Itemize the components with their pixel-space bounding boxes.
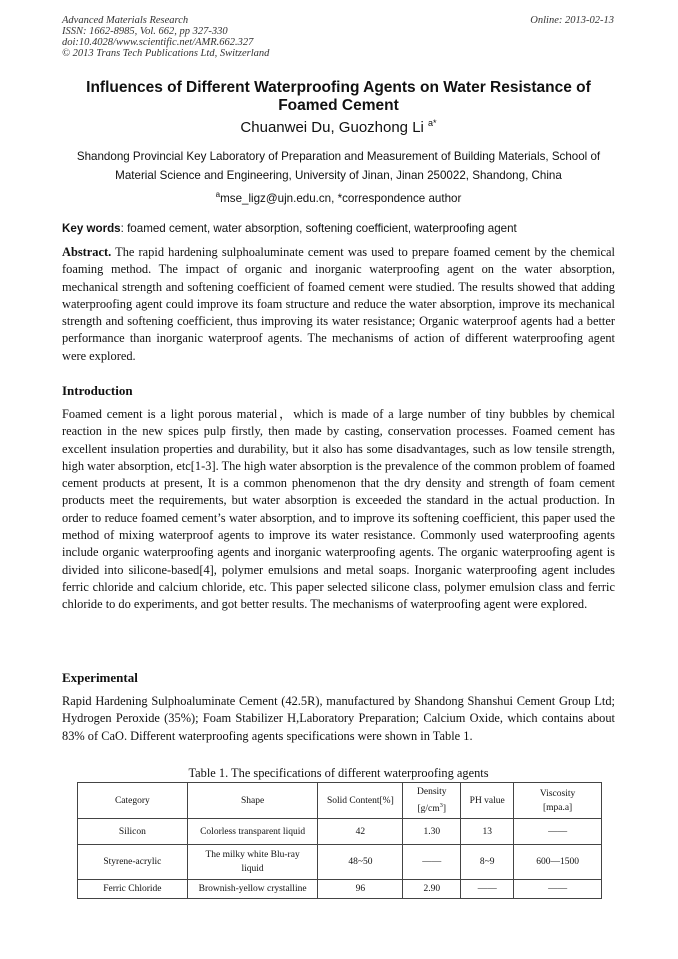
cell-ph: —— <box>461 880 514 899</box>
density-unit-exponent: 3 <box>439 802 443 809</box>
doi-line: doi:10.4028/www.scientific.net/AMR.662.327 <box>62 37 254 48</box>
issn-line: ISSN: 1662-8985, Vol. 662, pp 327-330 <box>62 26 228 37</box>
cell-category: Ferric Chloride <box>78 880 188 899</box>
cell-viscosity: —— <box>514 819 602 845</box>
journal-name: Advanced Materials Research <box>62 15 189 26</box>
cell-category: Styrene-acrylic <box>78 845 188 880</box>
header-ph: PH value <box>461 783 514 819</box>
introduction-text: Foamed cement is a light porous material，which is made of a large number of tiny bubbles by chemical reaction in the new spices pulp firstly, then made by casting, conservation processes. Foamed cement has excellent insulation properties and durability, but it also has some disadvantages, such as low tensile strength, high water absorption, etc[1-3]. The high water absorption is the prevalence of the common problem of foamed cement products at present, It is a common phenomenon that the dry density and strength of foam cement products meet the requirements, but water absorption is exceeded the standard in the actual production. In order to reduce foamed cement’s water absorption, and to improve its softening coefficient, this paper used the method of mixing waterproof agents to improve its water resistance. Commonly used waterproofing agents include organic waterproofing agents and inorganic waterproofing agents. The organic waterproofing agent is divided into silicone-based[4], polymer emulsions and metal soaps. Inorganic waterproofing agent includes ferric chloride and calcium chloride, etc. This paper selected silicone class, polymer emulsion class and ferric chloride to do experiments, and got better results. The mechanisms of waterproofing agent were explored. <box>62 407 615 612</box>
cell-viscosity: 600—1500 <box>514 845 602 880</box>
email-mark: a <box>215 190 221 199</box>
header-density <box>403 783 461 819</box>
cell-ph: 13 <box>461 819 514 845</box>
cell-density: 1.30 <box>403 819 461 845</box>
author-email <box>62 190 615 205</box>
header-category: Category <box>78 783 188 819</box>
experimental-heading: Experimental <box>62 670 138 685</box>
abstract-text: The rapid hardening sulphoaluminate cement was used to prepare foamed cement by the chemical foaming method. The impact of organic and inorganic waterproofing agent on the water absorption, mechanical strength and softening coefficient of foamed cement were studied. The results showed that adding waterproofing agent could improve its foam structure and reduce the water absorption, improve its mechanical strength and softening coefficient, thus improving its water resistance; Organic waterproof agents had a better performance than inorganic waterproof agents. The mechanisms of action of different waterproofing agent were explored. <box>62 245 615 363</box>
keywords-label: Key words <box>62 222 121 235</box>
density-unit: [g/cm <box>417 804 440 815</box>
viscosity-unit: [mpa.a] <box>542 802 573 813</box>
cell-density: 2.90 <box>403 880 461 899</box>
introduction-heading: Introduction <box>62 383 133 398</box>
header-solid-content: Solid Content[%] <box>318 783 403 819</box>
table-row <box>78 819 602 845</box>
cell-category: Silicon <box>78 819 188 845</box>
cell-shape: Brownish-yellow crystalline <box>187 880 318 899</box>
paper-title: Influences of Different Waterproofing Agents on Water Resistance of Foamed Cement <box>86 79 591 114</box>
cell-viscosity: —— <box>514 880 602 899</box>
cell-shape: Colorless transparent liquid <box>187 819 318 845</box>
density-unit-line <box>406 799 457 816</box>
cell-solid: 96 <box>318 880 403 899</box>
header-viscosity <box>514 783 602 819</box>
copyright-line: © 2013 Trans Tech Publications Ltd, Switzerland <box>62 48 270 59</box>
density-label: Density <box>417 787 447 797</box>
table-row <box>78 880 602 899</box>
viscosity-label: Viscosity <box>539 788 576 799</box>
cell-shape <box>187 845 318 880</box>
journal-header <box>62 15 269 59</box>
author-marks: a* <box>428 118 437 128</box>
experimental-text: Rapid Hardening Sulphoaluminate Cement (42.5R), manufactured by Shandong Shanshui Cement Group Ltd; Hydrogen Peroxide (35%); Foam Stabilizer H,Laboratory Preparation; Calcium Oxide, which contains about 83% of CaO. Different waterproofing agents specifications were shown in Table 1. <box>62 694 615 743</box>
table-row <box>78 845 602 880</box>
density-unit-close: ] <box>442 804 447 815</box>
author-list <box>62 118 615 136</box>
header-shape: Shape <box>187 783 318 819</box>
table-caption: Table 1. The specifications of different waterproofing agents <box>188 766 489 780</box>
keywords-text: : foamed cement, water absorption, softening coefficient, waterproofing agent <box>120 222 517 235</box>
cell-density: —— <box>403 845 461 880</box>
affiliation: Shandong Provincial Key Laboratory of Preparation and Measurement of Building Materials, School of Material Science and Engineering, University of Jinan, Jinan 250022, Shandong, China <box>76 150 601 182</box>
table-header-row <box>78 783 602 819</box>
cell-shape-line: The milky white Blu-ray <box>205 850 300 861</box>
cell-solid: 42 <box>318 819 403 845</box>
abstract-label: Abstract. <box>62 245 112 259</box>
cell-ph: 8~9 <box>461 845 514 880</box>
specifications-table <box>77 782 602 899</box>
author-names: Chuanwei Du, Guozhong Li <box>240 119 429 136</box>
cell-shape-line: liquid <box>241 864 264 875</box>
online-date: Online: 2013-02-13 <box>530 15 614 26</box>
cell-solid: 48~50 <box>318 845 403 880</box>
keywords <box>62 222 615 235</box>
abstract <box>62 244 615 365</box>
email-text: mse_ligz@ujn.edu.cn, *correspondence author <box>220 191 462 205</box>
